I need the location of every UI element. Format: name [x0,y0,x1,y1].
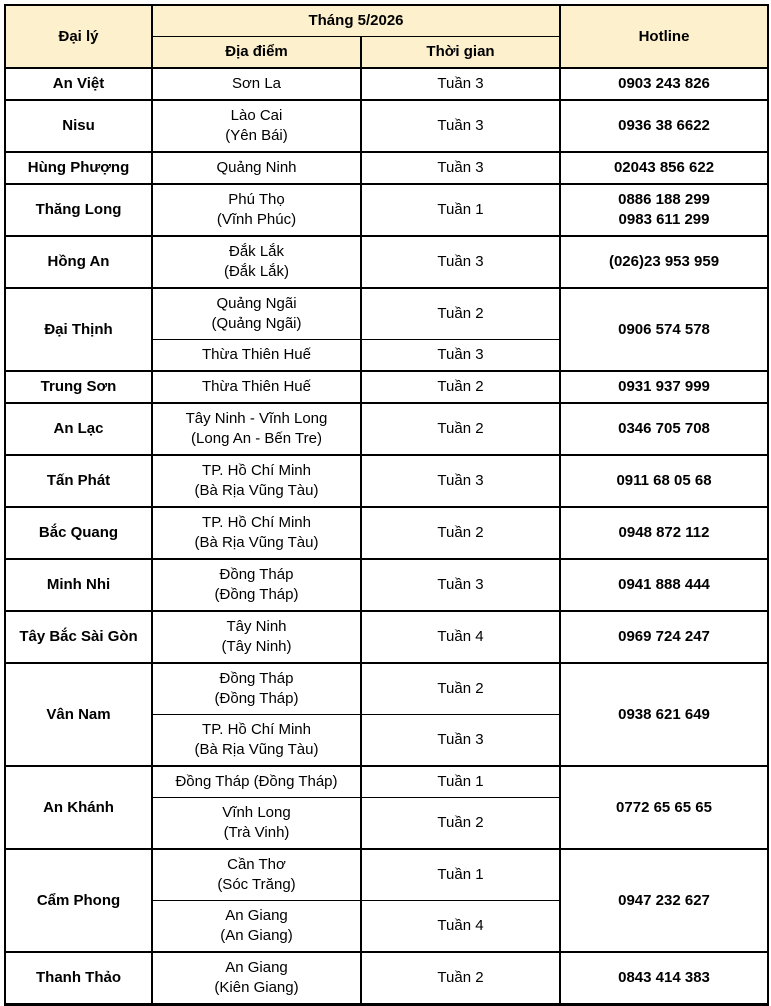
location-cell [152,901,361,953]
cell-line: (An Giang) [220,927,293,944]
hotline-cell [560,236,768,288]
cell-line: 0906 574 578 [618,320,710,338]
header-row-1 [5,5,768,37]
table-header [5,5,768,68]
location-cell [152,715,361,767]
agency-cell: Nisu [5,100,152,152]
cell-line: TP. Hồ Chí Minh [202,721,311,738]
table-row [5,152,768,184]
table-row [5,559,768,611]
hotline-cell [560,849,768,952]
cell-line: Cần Thơ [227,856,286,873]
table-row [5,849,768,901]
location-cell [152,68,361,100]
location-cell [152,340,361,372]
time-cell: Tuần 2 [361,952,560,1005]
time-cell: Tuần 2 [361,288,560,340]
cell-line: Thừa Thiên Huế [202,346,311,363]
cell-line: Lào Cai [230,107,283,124]
location-cell [152,184,361,236]
hotline-cell [560,952,768,1005]
cell-line: 0843 414 383 [618,969,710,986]
hotline-cell [560,611,768,663]
location-cell [152,952,361,1005]
table-body [5,68,768,1005]
cell-line: Sơn La [231,75,282,92]
table-row [5,184,768,236]
cell-line: (Bà Rịa Vũng Tàu) [194,741,319,758]
agency-cell: Tây Bắc Sài Gòn [5,611,152,663]
cell-line: Đồng Tháp [219,670,294,687]
location-cell [152,798,361,850]
location-cell [152,611,361,663]
agency-cell: Minh Nhi [5,559,152,611]
time-cell: Tuần 4 [361,611,560,663]
location-cell [152,455,361,507]
table-row [5,952,768,1005]
location-cell [152,849,361,901]
cell-line: (Bà Rịa Vũng Tàu) [194,534,319,551]
agency-cell: Hồng An [5,236,152,288]
table-row [5,288,768,340]
cell-line: (Đồng Tháp) [214,690,299,707]
cell-line: (Bà Rịa Vũng Tàu) [194,482,319,499]
table-row [5,766,768,798]
location-cell [152,766,361,798]
cell-line: 0346 705 708 [618,420,710,437]
cell-line: (Đồng Tháp) [214,586,299,603]
agency-cell: Thanh Thảo [5,952,152,1005]
table-row [5,455,768,507]
agency-cell: Vân Nam [5,663,152,766]
location-cell [152,288,361,340]
location-cell [152,100,361,152]
location-cell [152,559,361,611]
cell-line: 0948 872 112 [618,524,710,541]
table-row [5,403,768,455]
time-cell: Tuần 4 [361,901,560,953]
location-cell [152,152,361,184]
header-time: Thời gian [361,37,560,69]
header-hotline: Hotline [560,5,768,68]
cell-line: 0941 888 444 [618,576,710,593]
hotline-cell [560,559,768,611]
time-cell: Tuần 3 [361,100,560,152]
location-cell [152,236,361,288]
cell-line: (Kiên Giang) [214,979,299,996]
cell-line: 0931 937 999 [618,378,710,395]
cell-line: Vĩnh Long [222,804,291,821]
cell-line: (Đắk Lắk) [223,263,290,280]
table-row [5,663,768,715]
cell-line: 0969 724 247 [618,628,710,645]
time-cell: Tuần 3 [361,715,560,767]
cell-line: Thừa Thiên Huế [202,378,311,395]
agency-cell: An Lạc [5,403,152,455]
table-row [5,68,768,100]
cell-line: Tây Ninh [226,618,287,635]
cell-line: 0903 243 826 [618,75,710,92]
time-cell: Tuần 3 [361,152,560,184]
time-cell: Tuần 2 [361,403,560,455]
location-cell [152,663,361,715]
hotline-cell [560,403,768,455]
time-cell: Tuần 3 [361,68,560,100]
time-cell: Tuần 2 [361,371,560,403]
time-cell: Tuần 3 [361,559,560,611]
agency-cell: Bắc Quang [5,507,152,559]
cell-line: 0938 621 649 [618,705,710,723]
time-cell: Tuần 2 [361,507,560,559]
cell-line: Đồng Tháp [219,566,294,583]
hotline-cell [560,507,768,559]
cell-line: Tây Ninh - Vĩnh Long [185,410,328,427]
header-agency: Đại lý [5,5,152,68]
cell-line: Phú Thọ [228,191,285,208]
cell-line: Đắk Lắk [228,243,285,260]
time-cell: Tuần 2 [361,798,560,850]
hotline-cell [560,766,768,849]
table-row [5,100,768,152]
cell-line: TP. Hồ Chí Minh [202,514,311,531]
header-month: Tháng 5/2026 [152,5,560,37]
time-cell: Tuần 1 [361,766,560,798]
cell-line: (Sóc Trăng) [217,876,296,893]
cell-line: Quảng Ngãi [216,295,297,312]
cell-line: (Vĩnh Phúc) [216,211,297,228]
cell-line: (Trà Vinh) [223,824,290,841]
cell-line: (Long An - Bến Tre) [191,430,322,447]
cell-line: 0983 611 299 [618,211,710,228]
cell-line: (026)23 953 959 [608,253,720,270]
cell-line: TP. Hồ Chí Minh [202,462,311,479]
table-row [5,611,768,663]
cell-line: An Giang [225,959,288,976]
cell-line: 0772 65 65 65 [616,798,712,816]
cell-line: (Quảng Ngãi) [211,315,302,332]
time-cell: Tuần 3 [361,340,560,372]
header-location: Địa điểm [152,37,361,69]
agency-cell: Trung Sơn [5,371,152,403]
hotline-cell [560,68,768,100]
hotline-cell [560,371,768,403]
dealer-schedule-table [4,4,769,1006]
cell-line: Quảng Ninh [216,159,297,176]
hotline-cell [560,663,768,766]
cell-line: (Yên Bái) [225,127,288,144]
cell-line: 0911 68 05 68 [616,472,712,489]
cell-line: 0947 232 627 [618,891,710,909]
cell-line: 02043 856 622 [613,159,715,176]
table-row [5,507,768,559]
agency-cell: An Việt [5,68,152,100]
agency-cell: Cẩm Phong [5,849,152,952]
agency-cell: Đại Thịnh [5,288,152,371]
location-cell [152,371,361,403]
agency-cell: An Khánh [5,766,152,849]
location-cell [152,507,361,559]
table-row [5,236,768,288]
time-cell: Tuần 3 [361,236,560,288]
time-cell: Tuần 2 [361,663,560,715]
hotline-cell [560,288,768,371]
cell-line: An Giang [225,907,288,924]
time-cell: Tuần 1 [361,849,560,901]
hotline-cell [560,184,768,236]
hotline-cell [560,455,768,507]
cell-line: (Tây Ninh) [221,638,292,655]
table-row [5,371,768,403]
agency-cell: Hùng Phượng [5,152,152,184]
hotline-cell [560,152,768,184]
time-cell: Tuần 3 [361,455,560,507]
cell-line: 0886 188 299 [618,191,710,208]
time-cell: Tuần 1 [361,184,560,236]
hotline-cell [560,100,768,152]
location-cell [152,403,361,455]
agency-cell: Tấn Phát [5,455,152,507]
agency-cell: Thăng Long [5,184,152,236]
cell-line: 0936 38 6622 [618,117,710,134]
cell-line: Đồng Tháp (Đồng Tháp) [175,773,338,790]
